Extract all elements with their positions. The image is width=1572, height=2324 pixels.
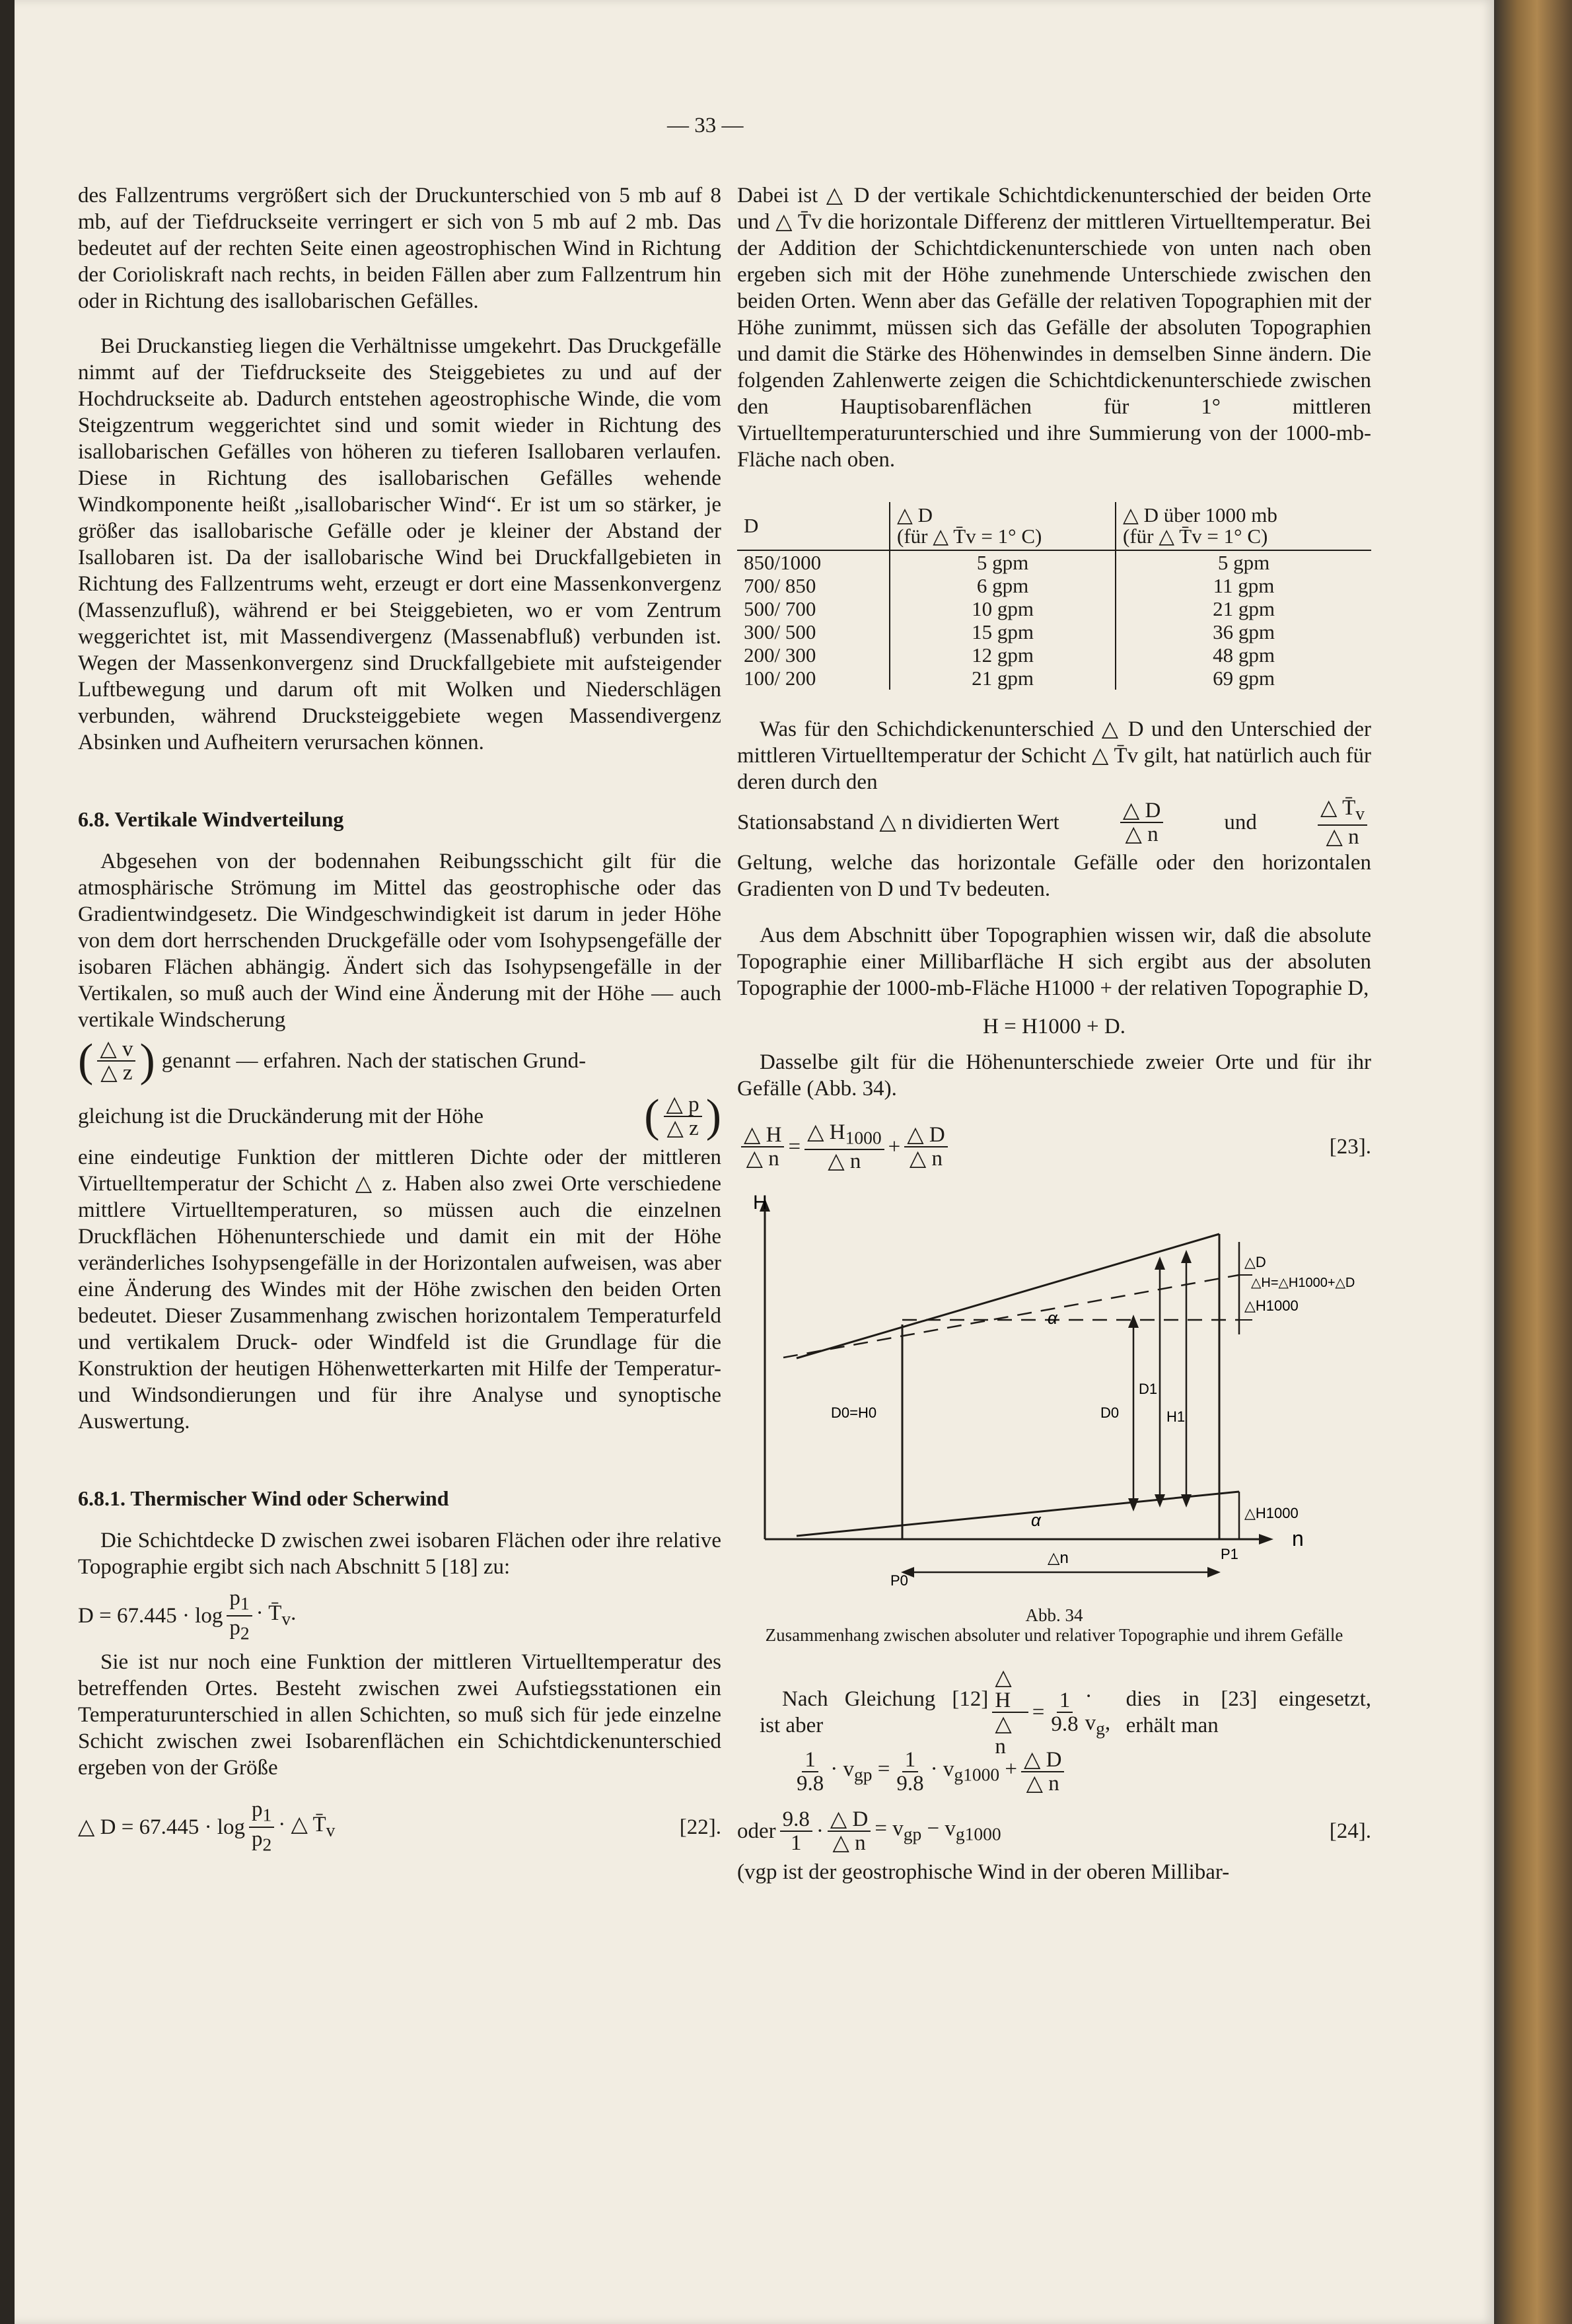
layer-thickness-table	[737, 502, 1371, 690]
cell-d: 200/ 300	[744, 643, 816, 667]
cell-dd: 15 gpm	[890, 620, 1116, 643]
paragraph: Dasselbe gilt für die Höhenunterschiede zweier Orte und für ihr Gefälle (Abb. 34).	[737, 1050, 1371, 1101]
table-row	[737, 620, 1371, 643]
label-H: H	[753, 1192, 768, 1214]
equation-vgp: $\frac{1}{9.8}$ · $v_{gp}$ = $\frac{1}{9.8}$ · $v_{g1000}$ + $\frac{\triangle D}{\triangle n}$	[737, 1740, 1371, 1803]
pressure-change-line: gleichung ist die Druckänderung mit der Höhe ( $\frac{\triangle p}{\triangle z}$ )	[78, 1091, 721, 1142]
equation-number: [24].	[1329, 1819, 1371, 1843]
cell-sum: 69 gpm	[1116, 667, 1371, 690]
book-page	[15, 0, 1494, 2324]
paragraph: Die Schichtdecke D zwischen zwei isobaren Flächen oder ihre relative Topographie ergibt sich nach Abschnitt 5 [18] zu:	[78, 1529, 721, 1579]
equation-24: oder $\frac{9.8}{1}$ · $\frac{\triangle D}{\triangle n}$ = $v_{gp} - v_{g1000}$ [24].	[737, 1807, 1371, 1855]
cell-d: 850/1000	[744, 551, 822, 574]
dashed-h1000-line	[783, 1275, 1239, 1358]
cell-sum: 5 gpm	[1116, 550, 1371, 574]
label-alpha-upper: α	[1048, 1308, 1057, 1328]
cell-dd: 10 gpm	[890, 597, 1116, 620]
cell-dd: 21 gpm	[890, 667, 1116, 690]
table-row	[737, 550, 1371, 574]
paragraph: Abgesehen von der bodennahen Reibungsschicht gilt für die atmosphärische Strömung im Mittel das geostrophische oder das Gradientwindgesetz. Die Windgeschwindigkeit ist darum in jeder Höhe von dem dort herrschenden Druckgefälle oder vom Isohypsengefälle der isobaren Flächen abhängig. Ändert sich das Isohypsengefälle in der Vertikalen, so muß auch der Wind eine Änderung mit der Höhe — auch vertikale Windscherung	[78, 850, 721, 1032]
paragraph: Bei Druckanstieg liegen die Verhältnisse umgekehrt. Das Druckgefälle nimmt auf der Tiefdruckseite des Steiggebietes zu und auf der Hochdruckseite ab. Dadurch entstehen ageostrophische Winde, die vom Steigzentrum weggerichtet sind und somit wieder in Richtung des isallobarischen Gefälles von höheren zu tieferen Isallobaren verlaufen. Diese in Richtung des isallobarischen Gefälles wehende Windkomponente heißt „isallobarischer Wind“. Er ist um so stärker, je größer das isallobarische Gefälle oder je kleiner der Abstand der Isallobaren ist. Da der isallobarische Wind bei Druckfallgebieten in Richtung des Fallzentrums weht, erzeugt er dort eine Massenkonvergenz (Massenzufluß), während er bei Steiggebieten, wo er vom Zentrum weggerichtet ist, mit Massendivergenz (Massenabfluß) verbunden ist. Wegen der Massenkonvergenz sind Druckfallgebiete mit aufsteigender Luftbewegung und darum oft mit Wolken und Niederschlägen verbunden, während Drucksteiggebiete wegen Massendivergenz Absinken und Aufheitern verursachen können.	[78, 334, 721, 754]
upper-surface-line	[797, 1234, 1219, 1358]
cell-sum: 21 gpm	[1116, 597, 1371, 620]
col-header-dd: △ D (für △ T̄v = 1° C)	[890, 502, 1116, 550]
cell-sum: 11 gpm	[1116, 574, 1371, 597]
cell-dd: 6 gpm	[890, 574, 1116, 597]
label-n: n	[1292, 1527, 1304, 1550]
gradient-line: Stationsabstand △ n dividierten Wert $\frac{\triangle D}{\triangle n}$ und $\frac{\triangle T̄_v}{\triangle n}$	[737, 795, 1371, 850]
equation-23: $\frac{\triangle H}{\triangle n}$ = $\frac{\triangle H_{1000}}{\triangle n}$ + $\frac{\triangle D}{\triangle n}$ [23].	[737, 1114, 1371, 1180]
table-row	[737, 574, 1371, 597]
paragraph: (vgp ist der geostrophische Wind in der oberen Millibar-	[737, 1860, 1230, 1884]
label-D0H0: D0=H0	[831, 1404, 877, 1421]
equation-h: H = H1000 + D.	[983, 1015, 1125, 1038]
x-axis-arrow	[1259, 1534, 1273, 1544]
cell-dd: 5 gpm	[890, 550, 1116, 574]
figure-caption: Zusammenhang zwischen absoluter und relativer Topographie und ihrem Gefälle	[765, 1625, 1343, 1645]
table-row	[737, 643, 1371, 667]
label-H1: H1	[1166, 1408, 1186, 1425]
label-P0: P0	[890, 1572, 908, 1589]
book-binding-edge	[1494, 0, 1572, 2324]
right-column	[737, 182, 1371, 1885]
equation-number: [22].	[679, 1815, 721, 1839]
cell-d: 700/ 850	[744, 574, 816, 597]
label-D0: D0	[1100, 1404, 1120, 1421]
paragraph: Sie ist nur noch eine Funktion der mittleren Virtuelltemperatur des betreffenden Ortes. Besteht zwischen zwei Aufstiegsstationen ein Temperaturunterschied in allen Schichten, so muß sich für jede einzelne Schicht zwischen zwei Isobarenflächen ein Schichtdickenunterschied ergeben von der Größe	[78, 1650, 721, 1780]
label-D1: D1	[1139, 1381, 1158, 1397]
label-dD: △D	[1244, 1254, 1266, 1270]
gleichung-12-line: Nach Gleichung [12] ist aber $\frac{\triangle H}{\triangle n}$ = $\frac{1}{9.8}$ · $v_g$, dies in [23] eingesetzt, erhält man	[760, 1666, 1372, 1759]
equation-22: △ D = 67.445 · log $\frac{p_1}{p_2}$ · △ $T̄_v$ [22].	[78, 1797, 721, 1855]
wind-shear-line: ( $\frac{\triangle v}{\triangle z}$ ) genannt — erfahren. Nach der statischen Grund-	[78, 1035, 587, 1086]
section-heading: 6.8. Vertikale Windverteilung	[78, 807, 344, 831]
cell-d: 500/ 700	[744, 597, 816, 620]
label-alpha-lower: α	[1031, 1510, 1041, 1530]
col-header-d: D	[744, 514, 759, 537]
paragraph: Aus dem Abschnitt über Topographien wissen wir, daß die absolute Topographie einer Millibarfläche H sich ergibt aus der absoluten Topographie der 1000-mb-Fläche H1000 + der relativen Topographie D,	[737, 924, 1371, 1000]
paragraph: eine eindeutige Funktion der mittleren Dichte oder der mittleren Virtuelltemperatur der Schicht △ z. Haben also zwei Orte verschiedene mittlere Virtuelltemperaturen, so müssen auch die einzelnen Druckflächen Höhenunterschiede und damit ein mit der Höhe veränderliches Isohypsengefälle in der Horizontalen aufweisen, was aber eine Änderung des Windes mit der Höhe zwischen den beiden Orten bedeutet. Dieser Zusammenhang zwischen horizontalem Temperaturfeld und vertikalem Druck- oder Windfeld ist die Grundlage für die Konstruktion der heutigen Höhenwetterkarten mit Hilfe der Temperatur- und Windsondierungen und für ihre Analyse und synoptische Auswertung.	[78, 1145, 721, 1434]
figure-34	[737, 1189, 1371, 1599]
label-dH1000-lower: △H1000	[1244, 1505, 1299, 1521]
cell-dd: 12 gpm	[890, 643, 1116, 667]
section-heading: 6.8.1. Thermischer Wind oder Scherwind	[78, 1486, 449, 1510]
label-dH-equation: △H=△H1000+△D	[1251, 1276, 1355, 1290]
cell-d: 100/ 200	[744, 667, 816, 690]
table-row	[737, 667, 1371, 690]
equation-number: [23].	[1329, 1135, 1371, 1159]
label-dH1000-upper: △H1000	[1244, 1297, 1299, 1314]
left-column	[78, 182, 721, 1860]
paragraph: Dabei ist △ D der vertikale Schichtdickenunterschied der beiden Orte und △ T̄v die horizontale Differenz der mittleren Virtuelltemperatur. Bei der Addition der Schichtdickenunterschiede von unten nach oben ergeben sich mit der Höhe zunehmende Unterschiede zwischen den beiden Orten. Wenn aber das Gefälle der relativen Topographien mit der Höhe zunimmt, müssen sich das Gefälle der absoluten Topographien und damit die Stärke des Höhenwindes in demselben Sinne ändern. Die folgenden Zahlenwerte zeigen die Schichtdickenunterschiede zwischen den Hauptisobarenflächen für 1° mittleren Virtuelltemperaturunterschied und ihre Summierung von der 1000-mb-Fläche nach oben.	[737, 184, 1371, 472]
label-dn: △n	[1048, 1549, 1069, 1567]
lower-surface-line	[797, 1492, 1239, 1536]
paragraph: Geltung, welche das horizontale Gefälle oder den horizontalen Gradienten von D und Tv bedeuten.	[737, 851, 1371, 901]
col-header-sum: △ D über 1000 mb (für △ T̄v = 1° C)	[1116, 502, 1371, 550]
cell-d: 300/ 500	[744, 620, 816, 643]
cell-sum: 36 gpm	[1116, 620, 1371, 643]
equation-18: D = 67.445 · log $\frac{p_1}{p_2}$ · $T̄_v$.	[78, 1586, 297, 1644]
paragraph: des Fallzentrums vergrößert sich der Druckunterschied von 5 mb auf 8 mb, auf der Tiefdruckseite verringert er sich von 5 mb auf 2 mb. Das bedeutet auf der rechten Seite einen ageostrophischen Wind in Richtung der Corioliskraft nach rechts, in beiden Fällen aber zum Fallzentrum hin oder in Richtung des isallobarischen Gefälles.	[78, 184, 721, 313]
cell-sum: 48 gpm	[1116, 643, 1371, 667]
page-number: — 33 —	[667, 114, 744, 137]
table-row	[737, 597, 1371, 620]
label-P1: P1	[1221, 1546, 1238, 1562]
paragraph: Was für den Schichdickenunterschied △ D und den Unterschied der mittleren Virtuelltemperatur der Schicht △ T̄v gilt, hat natürlich auch für deren durch den	[737, 717, 1371, 794]
figure-caption-number: Abb. 34	[1025, 1605, 1083, 1625]
